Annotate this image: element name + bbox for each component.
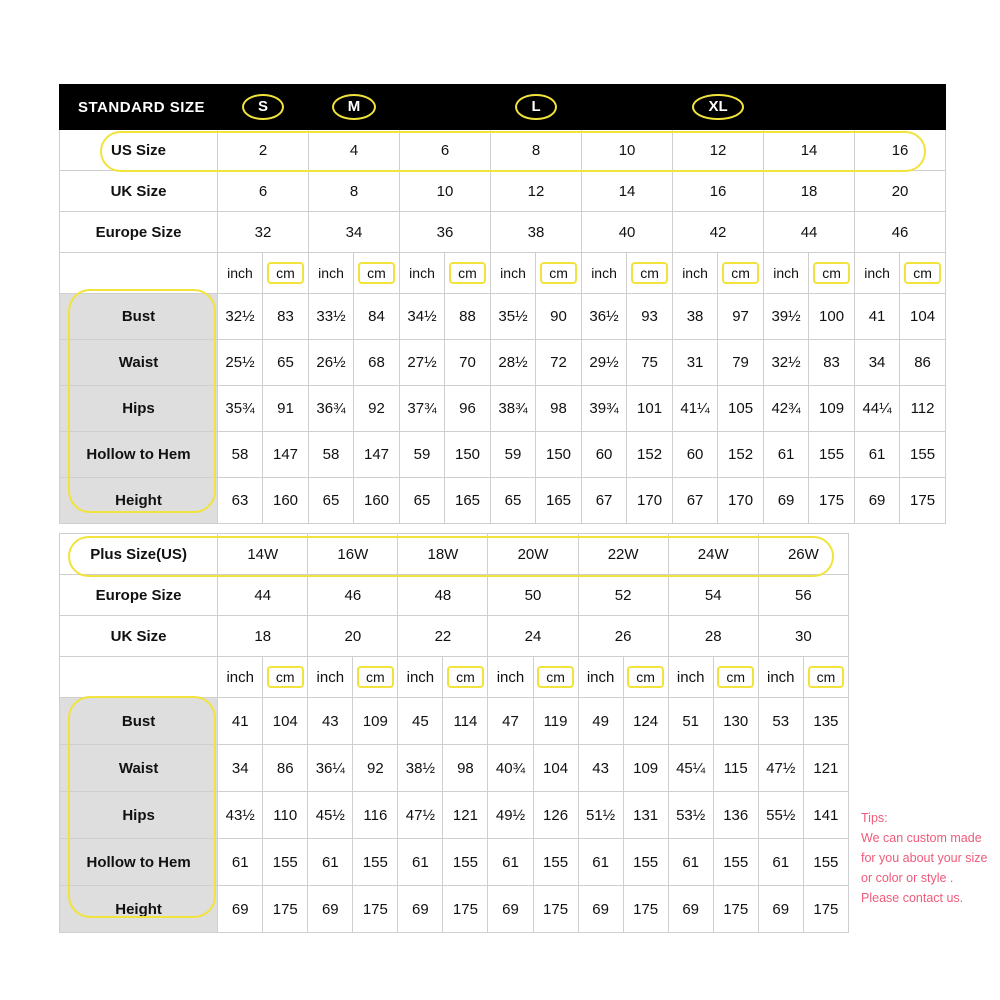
cell-plus-height-7: 175 [533,886,578,933]
cell-uk-size-2: 10 [400,171,491,212]
cell-us-size-2: 6 [400,130,491,171]
cell-plus-waist-0: 34 [218,745,263,792]
cell-hips-7: 98 [536,386,582,432]
cell-hollow-4: 59 [400,432,445,478]
row-label-uk-size: UK Size [60,171,218,212]
plus-unit-inch-5: inch [668,657,713,698]
tips-line-4: or color or style . [861,871,954,885]
plus-unit-inch-6: inch [758,657,803,698]
cell-plus-hips-9: 131 [623,792,668,839]
cell-plus-height-1: 175 [263,886,308,933]
cell-eu-size-5: 42 [673,212,764,253]
cell-waist-3: 68 [354,340,400,386]
cell-uk-size-0: 6 [218,171,309,212]
cell-hollow-9: 152 [627,432,673,478]
plus-unit-cm-badge-1: cm [357,666,394,688]
table-row-plus-units [60,657,849,698]
cell-plus-waist-12: 47½ [758,745,803,792]
cell-plus-waist-10: 45¼ [668,745,713,792]
cell-hollow-6: 59 [491,432,536,478]
cell-plus-height-6: 69 [488,886,533,933]
cell-hollow-14: 61 [855,432,900,478]
cell-waist-15: 86 [900,340,946,386]
table-row-europe-size [60,212,946,253]
standard-title: STANDARD SIZE [60,85,218,130]
cell-plus-uk-6: 30 [758,616,848,657]
unit-inch-1: inch [309,253,354,294]
row-label-waist: Waist [60,340,218,386]
table-row-us-size [60,130,946,171]
tips-line-1: Tips: [861,811,888,825]
cell-plus-size-6: 26W [758,534,848,575]
plus-unit-cm-0 [263,657,308,698]
plus-unit-cm-2 [443,657,488,698]
cell-plus-waist-8: 43 [578,745,623,792]
cell-bust-9: 93 [627,294,673,340]
cell-bust-2: 33½ [309,294,354,340]
cell-plus-hips-7: 126 [533,792,578,839]
table-row-units [60,253,946,294]
cell-plus-hips-0: 43½ [218,792,263,839]
cell-plus-hollow-2: 61 [308,839,353,886]
cell-hips-3: 92 [354,386,400,432]
row-label-plus-hips: Hips [60,792,218,839]
cell-height-8: 67 [582,478,627,524]
cell-waist-8: 29½ [582,340,627,386]
cell-plus-height-2: 69 [308,886,353,933]
cell-plus-bust-4: 45 [398,698,443,745]
cell-plus-size-1: 16W [308,534,398,575]
cell-hips-5: 96 [445,386,491,432]
cell-plus-size-0: 14W [218,534,308,575]
row-label-europe-size: Europe Size [60,212,218,253]
table-row-waist [60,340,946,386]
cell-hips-11: 105 [718,386,764,432]
cell-us-size-6: 14 [764,130,855,171]
cell-height-2: 65 [309,478,354,524]
cell-plus-hollow-4: 61 [398,839,443,886]
tips-note [861,808,1000,908]
cell-plus-bust-6: 47 [488,698,533,745]
cell-plus-size-2: 18W [398,534,488,575]
cell-plus-hollow-6: 61 [488,839,533,886]
plus-unit-cm-badge-5: cm [717,666,754,688]
cell-plus-hollow-1: 155 [263,839,308,886]
row-label-plus-bust: Bust [60,698,218,745]
standard-header-row [60,85,946,130]
cell-waist-10: 31 [673,340,718,386]
cell-bust-7: 90 [536,294,582,340]
cell-waist-0: 25½ [218,340,263,386]
row-label-plus-hollow-to-hem: Hollow to Hem [60,839,218,886]
unit-cm-badge-2: cm [449,262,486,284]
cell-plus-bust-1: 104 [263,698,308,745]
cell-waist-7: 72 [536,340,582,386]
cell-plus-bust-3: 109 [353,698,398,745]
unit-cm-badge-5: cm [722,262,759,284]
cell-bust-0: 32½ [218,294,263,340]
plus-unit-inch-0: inch [218,657,263,698]
plus-unit-cm-badge-3: cm [537,666,574,688]
cell-bust-6: 35½ [491,294,536,340]
cell-height-12: 69 [764,478,809,524]
cell-plus-waist-3: 92 [353,745,398,792]
plus-unit-inch-1: inch [308,657,353,698]
cell-waist-5: 70 [445,340,491,386]
cell-plus-uk-2: 22 [398,616,488,657]
cell-plus-hollow-10: 61 [668,839,713,886]
row-label-plus-europe-size: Europe Size [60,575,218,616]
cell-plus-bust-12: 53 [758,698,803,745]
standard-size-table [59,84,946,524]
cell-hollow-10: 60 [673,432,718,478]
unit-inch-5: inch [673,253,718,294]
unit-cm-badge-7: cm [904,262,941,284]
plus-unit-cm-badge-0: cm [267,666,304,688]
cell-plus-eu-3: 50 [488,575,578,616]
cell-plus-waist-6: 40¾ [488,745,533,792]
size-cell-xl [673,85,764,130]
cell-plus-hollow-12: 61 [758,839,803,886]
row-label-plus-height: Height [60,886,218,933]
row-label-us-size: US Size [60,130,218,171]
cell-bust-5: 88 [445,294,491,340]
table-row-height [60,478,946,524]
row-label-plus-waist: Waist [60,745,218,792]
cell-plus-hips-8: 51½ [578,792,623,839]
plus-unit-cm-6 [803,657,848,698]
cell-bust-4: 34½ [400,294,445,340]
cell-plus-waist-2: 36¼ [308,745,353,792]
cell-height-1: 160 [263,478,309,524]
cell-plus-hips-1: 110 [263,792,308,839]
cell-plus-bust-9: 124 [623,698,668,745]
cell-plus-eu-0: 44 [218,575,308,616]
cell-height-5: 165 [445,478,491,524]
cell-plus-bust-11: 130 [713,698,758,745]
cell-bust-1: 83 [263,294,309,340]
cell-hips-8: 39¾ [582,386,627,432]
table-row-plus-uk-size [60,616,849,657]
cell-bust-10: 38 [673,294,718,340]
unit-cm-6 [809,253,855,294]
size-badge-l: L [515,94,556,121]
size-cell-spacer-4 [855,85,946,130]
cell-plus-waist-1: 86 [263,745,308,792]
cell-plus-uk-0: 18 [218,616,308,657]
table-row-plus-waist [60,745,849,792]
cell-plus-hollow-9: 155 [623,839,668,886]
unit-cm-2 [445,253,491,294]
row-label-bust: Bust [60,294,218,340]
unit-inch-3: inch [491,253,536,294]
cell-us-size-5: 12 [673,130,764,171]
cell-waist-9: 75 [627,340,673,386]
table-row-plus-hollow-to-hem [60,839,849,886]
cell-height-13: 175 [809,478,855,524]
cell-waist-12: 32½ [764,340,809,386]
cell-hips-0: 35¾ [218,386,263,432]
cell-hollow-13: 155 [809,432,855,478]
cell-plus-waist-5: 98 [443,745,488,792]
cell-plus-uk-4: 26 [578,616,668,657]
size-cell-spacer-3 [764,85,855,130]
unit-cm-0 [263,253,309,294]
unit-inch-0: inch [218,253,263,294]
unit-inch-2: inch [400,253,445,294]
cell-height-3: 160 [354,478,400,524]
cell-plus-size-4: 22W [578,534,668,575]
tips-line-2: We can custom made [861,831,982,845]
cell-waist-2: 26½ [309,340,354,386]
cell-hollow-0: 58 [218,432,263,478]
cell-plus-hips-3: 116 [353,792,398,839]
cell-plus-waist-11: 115 [713,745,758,792]
cell-plus-hollow-11: 155 [713,839,758,886]
cell-plus-height-12: 69 [758,886,803,933]
cell-uk-size-4: 14 [582,171,673,212]
cell-bust-15: 104 [900,294,946,340]
cell-height-0: 63 [218,478,263,524]
cell-plus-waist-9: 109 [623,745,668,792]
cell-plus-bust-13: 135 [803,698,848,745]
tips-line-5: Please contact us. [861,891,964,905]
unit-cm-7 [900,253,946,294]
plus-unit-cm-4 [623,657,668,698]
unit-inch-4: inch [582,253,627,294]
cell-plus-hollow-3: 155 [353,839,398,886]
cell-plus-uk-1: 20 [308,616,398,657]
cell-plus-eu-5: 54 [668,575,758,616]
cell-hips-6: 38¾ [491,386,536,432]
plus-unit-inch-3: inch [488,657,533,698]
size-cell-m [309,85,400,130]
plus-unit-cm-1 [353,657,398,698]
plus-unit-inch-4: inch [578,657,623,698]
size-badge-xl: XL [692,94,743,121]
cell-hips-12: 42¾ [764,386,809,432]
cell-us-size-4: 10 [582,130,673,171]
cell-plus-height-8: 69 [578,886,623,933]
cell-plus-hollow-5: 155 [443,839,488,886]
cell-hips-4: 37¾ [400,386,445,432]
cell-eu-size-1: 34 [309,212,400,253]
cell-height-4: 65 [400,478,445,524]
cell-plus-hips-2: 45½ [308,792,353,839]
tips-line-3: for you about your size [861,851,988,865]
cell-bust-11: 97 [718,294,764,340]
cell-uk-size-6: 18 [764,171,855,212]
unit-cm-badge-1: cm [358,262,395,284]
cell-bust-14: 41 [855,294,900,340]
cell-eu-size-2: 36 [400,212,491,253]
size-cell-l [491,85,582,130]
cell-uk-size-1: 8 [309,171,400,212]
cell-hollow-11: 152 [718,432,764,478]
cell-height-7: 165 [536,478,582,524]
cell-bust-3: 84 [354,294,400,340]
cell-plus-uk-5: 28 [668,616,758,657]
cell-plus-bust-2: 43 [308,698,353,745]
cell-height-10: 67 [673,478,718,524]
unit-inch-6: inch [764,253,809,294]
size-cell-spacer-2 [582,85,673,130]
cell-eu-size-6: 44 [764,212,855,253]
row-label-height: Height [60,478,218,524]
cell-plus-hips-6: 49½ [488,792,533,839]
row-label-plus-uk-size: UK Size [60,616,218,657]
cell-bust-8: 36½ [582,294,627,340]
table-row-bust [60,294,946,340]
cell-waist-1: 65 [263,340,309,386]
cell-hollow-8: 60 [582,432,627,478]
plus-size-table [59,533,849,933]
cell-plus-eu-1: 46 [308,575,398,616]
cell-uk-size-3: 12 [491,171,582,212]
unit-row-label [60,253,218,294]
unit-cm-badge-6: cm [813,262,850,284]
cell-plus-uk-3: 24 [488,616,578,657]
cell-plus-hollow-0: 61 [218,839,263,886]
cell-hollow-5: 150 [445,432,491,478]
cell-waist-14: 34 [855,340,900,386]
unit-cm-badge-0: cm [267,262,304,284]
table-row-hips [60,386,946,432]
cell-plus-hips-4: 47½ [398,792,443,839]
row-label-plus-size: Plus Size(US) [60,534,218,575]
cell-plus-hollow-13: 155 [803,839,848,886]
cell-plus-eu-6: 56 [758,575,848,616]
cell-plus-hollow-8: 61 [578,839,623,886]
cell-hips-9: 101 [627,386,673,432]
cell-plus-height-0: 69 [218,886,263,933]
cell-height-15: 175 [900,478,946,524]
table-row-plus-europe-size [60,575,849,616]
cell-eu-size-3: 38 [491,212,582,253]
size-badge-s: S [242,94,284,121]
cell-eu-size-7: 46 [855,212,946,253]
cell-plus-bust-7: 119 [533,698,578,745]
table-row-plus-height [60,886,849,933]
cell-plus-hollow-7: 155 [533,839,578,886]
cell-plus-hips-10: 53½ [668,792,713,839]
cell-waist-11: 79 [718,340,764,386]
unit-cm-badge-4: cm [631,262,668,284]
cell-plus-waist-4: 38½ [398,745,443,792]
row-label-hips: Hips [60,386,218,432]
cell-plus-height-3: 175 [353,886,398,933]
unit-cm-3 [536,253,582,294]
unit-cm-badge-3: cm [540,262,577,284]
plus-unit-cm-5 [713,657,758,698]
cell-hollow-7: 150 [536,432,582,478]
cell-plus-eu-2: 48 [398,575,488,616]
plus-unit-cm-badge-4: cm [627,666,664,688]
cell-plus-size-5: 24W [668,534,758,575]
plus-unit-cm-badge-2: cm [447,666,484,688]
table-row-hollow-to-hem [60,432,946,478]
unit-cm-4 [627,253,673,294]
unit-cm-5 [718,253,764,294]
table-row-plus-bust [60,698,849,745]
cell-plus-height-13: 175 [803,886,848,933]
cell-plus-height-9: 175 [623,886,668,933]
size-badge-m: M [332,94,377,121]
unit-cm-1 [354,253,400,294]
cell-us-size-0: 2 [218,130,309,171]
cell-height-9: 170 [627,478,673,524]
cell-bust-13: 100 [809,294,855,340]
row-label-hollow-to-hem: Hollow to Hem [60,432,218,478]
table-row-uk-size [60,171,946,212]
cell-plus-hips-13: 141 [803,792,848,839]
plus-unit-cm-3 [533,657,578,698]
cell-us-size-7: 16 [855,130,946,171]
cell-plus-eu-4: 52 [578,575,668,616]
cell-bust-12: 39½ [764,294,809,340]
cell-plus-bust-10: 51 [668,698,713,745]
cell-eu-size-4: 40 [582,212,673,253]
cell-hollow-2: 58 [309,432,354,478]
size-cell-s [218,85,309,130]
cell-waist-6: 28½ [491,340,536,386]
cell-hollow-12: 61 [764,432,809,478]
cell-hips-15: 112 [900,386,946,432]
cell-us-size-1: 4 [309,130,400,171]
plus-unit-cm-badge-6: cm [808,666,845,688]
cell-height-11: 170 [718,478,764,524]
table-row-plus-size [60,534,849,575]
cell-us-size-3: 8 [491,130,582,171]
cell-plus-height-5: 175 [443,886,488,933]
cell-hips-10: 41¼ [673,386,718,432]
cell-plus-height-11: 175 [713,886,758,933]
plus-unit-row-label [60,657,218,698]
cell-hips-13: 109 [809,386,855,432]
cell-height-6: 65 [491,478,536,524]
table-row-plus-hips [60,792,849,839]
cell-plus-height-4: 69 [398,886,443,933]
cell-plus-size-3: 20W [488,534,578,575]
plus-unit-inch-2: inch [398,657,443,698]
cell-uk-size-7: 20 [855,171,946,212]
cell-eu-size-0: 32 [218,212,309,253]
cell-plus-hips-5: 121 [443,792,488,839]
cell-hips-2: 36¾ [309,386,354,432]
cell-plus-hips-11: 136 [713,792,758,839]
cell-plus-bust-5: 114 [443,698,488,745]
cell-plus-hips-12: 55½ [758,792,803,839]
size-cell-spacer-1 [400,85,491,130]
cell-height-14: 69 [855,478,900,524]
cell-waist-13: 83 [809,340,855,386]
cell-plus-height-10: 69 [668,886,713,933]
cell-plus-waist-7: 104 [533,745,578,792]
cell-hips-14: 44¼ [855,386,900,432]
cell-hips-1: 91 [263,386,309,432]
cell-uk-size-5: 16 [673,171,764,212]
cell-plus-bust-0: 41 [218,698,263,745]
cell-plus-waist-13: 121 [803,745,848,792]
cell-hollow-3: 147 [354,432,400,478]
cell-plus-bust-8: 49 [578,698,623,745]
unit-inch-7: inch [855,253,900,294]
cell-hollow-15: 155 [900,432,946,478]
cell-hollow-1: 147 [263,432,309,478]
cell-waist-4: 27½ [400,340,445,386]
